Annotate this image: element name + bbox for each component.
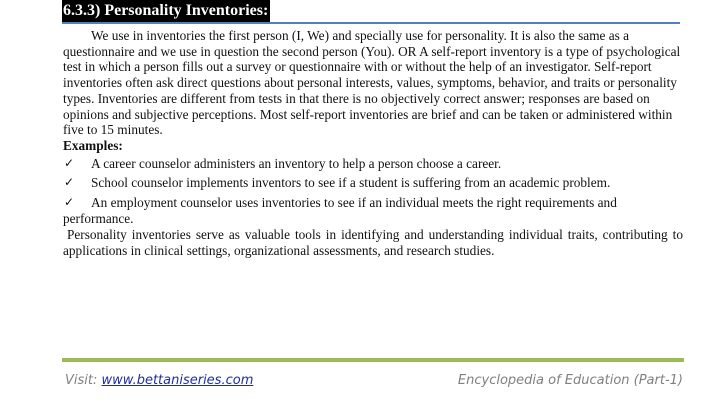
- section-heading: 6.3.3) Personality Inventories:: [62, 0, 270, 22]
- heading-underline-rule: [62, 22, 680, 24]
- footer-visit-label: Visit:: [65, 373, 102, 388]
- section-heading-block: [62, 0, 680, 27]
- footer-book-title: Encyclopedia of Education (Part-1): [457, 373, 683, 388]
- example-item: [63, 175, 683, 191]
- checkmark-icon: ✓: [64, 175, 75, 190]
- example-text: A career counselor administers an inventory to help a person choose a career.: [91, 155, 502, 171]
- example-item: [63, 195, 683, 226]
- closing-paragraph: Personality inventories serve as valuable tools in identifying and understanding individual traits, contributing to applications in clinical settings, organizational assessments, and research studies.: [63, 227, 683, 259]
- examples-label: Examples:: [63, 137, 123, 153]
- section-content: [63, 28, 683, 259]
- footer-visit: [65, 373, 253, 388]
- checkmark-icon: ✓: [64, 195, 75, 210]
- checkmark-icon: ✓: [64, 155, 75, 170]
- example-item: [63, 156, 683, 172]
- website-link[interactable]: www.bettaniseries.com: [101, 373, 254, 388]
- example-text: An employment counselor uses inventories to see if an individual meets the right requirements and performance.: [63, 195, 617, 226]
- intro-paragraph: We use in inventories the first person (I, We) and specially use for personality. It is also the same as a questionnaire and we use in question the second person (You). OR A self-report inventory is a type of psychological test in which a person fills out a survey or questionnaire with or without the help of an investigator. Self-report inventories often ask direct questions about personal interests, values, symptoms, behavior, and traits or personality types. Inventories are different from tests in that there is no objectively correct answer; responses are based on opinions and subjective perceptions. Most self-report inventories are brief and can be taken or administered within five to 15 minutes.: [63, 28, 681, 138]
- examples-list: [63, 156, 683, 227]
- footer-divider: [62, 358, 684, 362]
- example-text: School counselor implements inventors to see if a student is suffering from an academic problem.: [91, 175, 611, 191]
